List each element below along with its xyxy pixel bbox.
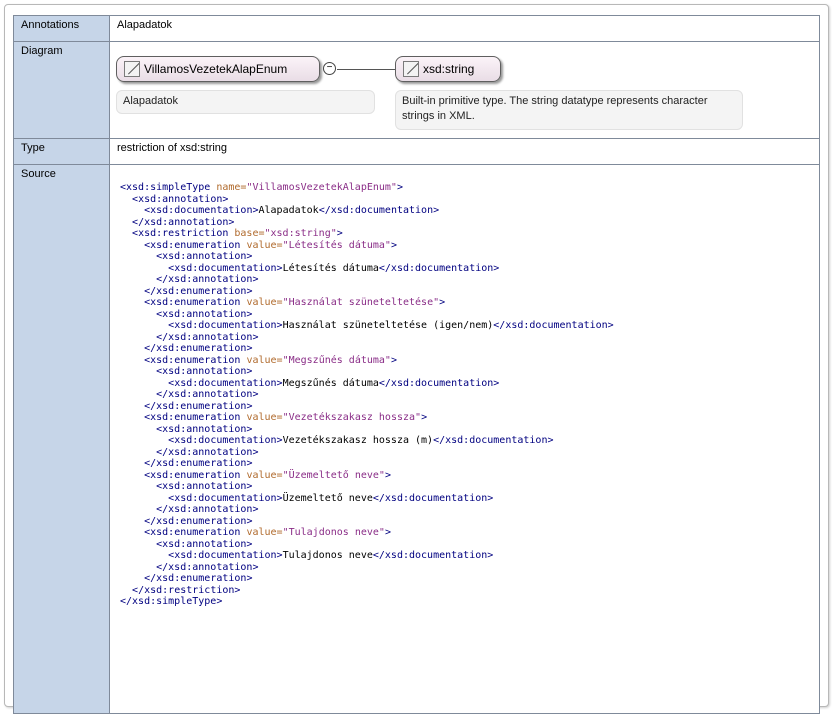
type-label: Type bbox=[14, 139, 110, 165]
source-code: <xsd:simpleType name="VillamosVezetekAlapEnum"> <xsd:annotation> <xsd:documentation>Alapadatok</xsd:documentation> </xsd:annotation> <xsd:restriction base="xsd:string"> <xsd:enumeration value="Létesítés dátuma"> <xsd:annotation> <xsd:documentation>Létesítés dátuma</xsd:documentation> </xsd:annotation> </xsd:enumeration> <xsd:enumeration value="Használat szüneteltetése"> <xsd:annotation> <xsd:documentation>Használat szüneteltetése (igen/nem)</xsd:documentation> </xsd:annotation> </xsd:enumeration> <xsd:enumeration value="Megszűnés dátuma"> <xsd:annotation> <xsd:documentation>Megszűnés dátuma</xsd:documentation> </xsd:annotation> </xsd:enumeration> <xsd:enumeration value="Vezetékszakasz hossza"> <xsd:annotation> <xsd:documentation>Vezetékszakasz hossza (m)</xsd:documentation> </xsd:annotation> </xsd:enumeration> <xsd:enumeration value="Üzemeltető neve"> <xsd:annotation> <xsd:documentation>Üzemeltető neve</xsd:documentation> </xsd:annotation> </xsd:enumeration> <xsd:enumeration value="Tulajdonos neve"> <xsd:annotation> <xsd:documentation>Tulajdonos neve</xsd:documentation> </xsd:annotation> </xsd:enumeration> </xsd:restriction> </xsd:simpleType> bbox=[120, 182, 614, 607]
diagram-label: Diagram bbox=[14, 42, 110, 139]
type-row bbox=[14, 139, 820, 165]
source-label: Source bbox=[14, 165, 110, 714]
simple-type-icon bbox=[124, 61, 140, 77]
schema-diagram bbox=[110, 42, 819, 135]
annotations-label: Annotations bbox=[14, 16, 110, 42]
element-doc-box: Alapadatok bbox=[116, 90, 375, 114]
simple-type-icon bbox=[403, 61, 419, 77]
diagram-cell bbox=[110, 42, 820, 139]
base-type-doc-box: Built-in primitive type. The string datatype represents character strings in XML. bbox=[395, 90, 743, 130]
annotations-row bbox=[14, 16, 820, 42]
diagram-row bbox=[14, 42, 820, 139]
type-value: restriction of xsd:string bbox=[110, 139, 820, 165]
connector-line bbox=[337, 69, 395, 70]
schema-doc-table bbox=[13, 15, 820, 714]
source-cell bbox=[110, 165, 820, 714]
element-node-name: VillamosVezetekAlapEnum bbox=[144, 62, 288, 76]
base-type-name: xsd:string bbox=[423, 62, 475, 76]
annotations-value: Alapadatok bbox=[110, 16, 820, 42]
base-type-node[interactable] bbox=[395, 56, 501, 82]
collapse-toggle[interactable]: − bbox=[323, 62, 336, 75]
element-node[interactable] bbox=[116, 56, 320, 82]
source-row bbox=[14, 165, 820, 714]
